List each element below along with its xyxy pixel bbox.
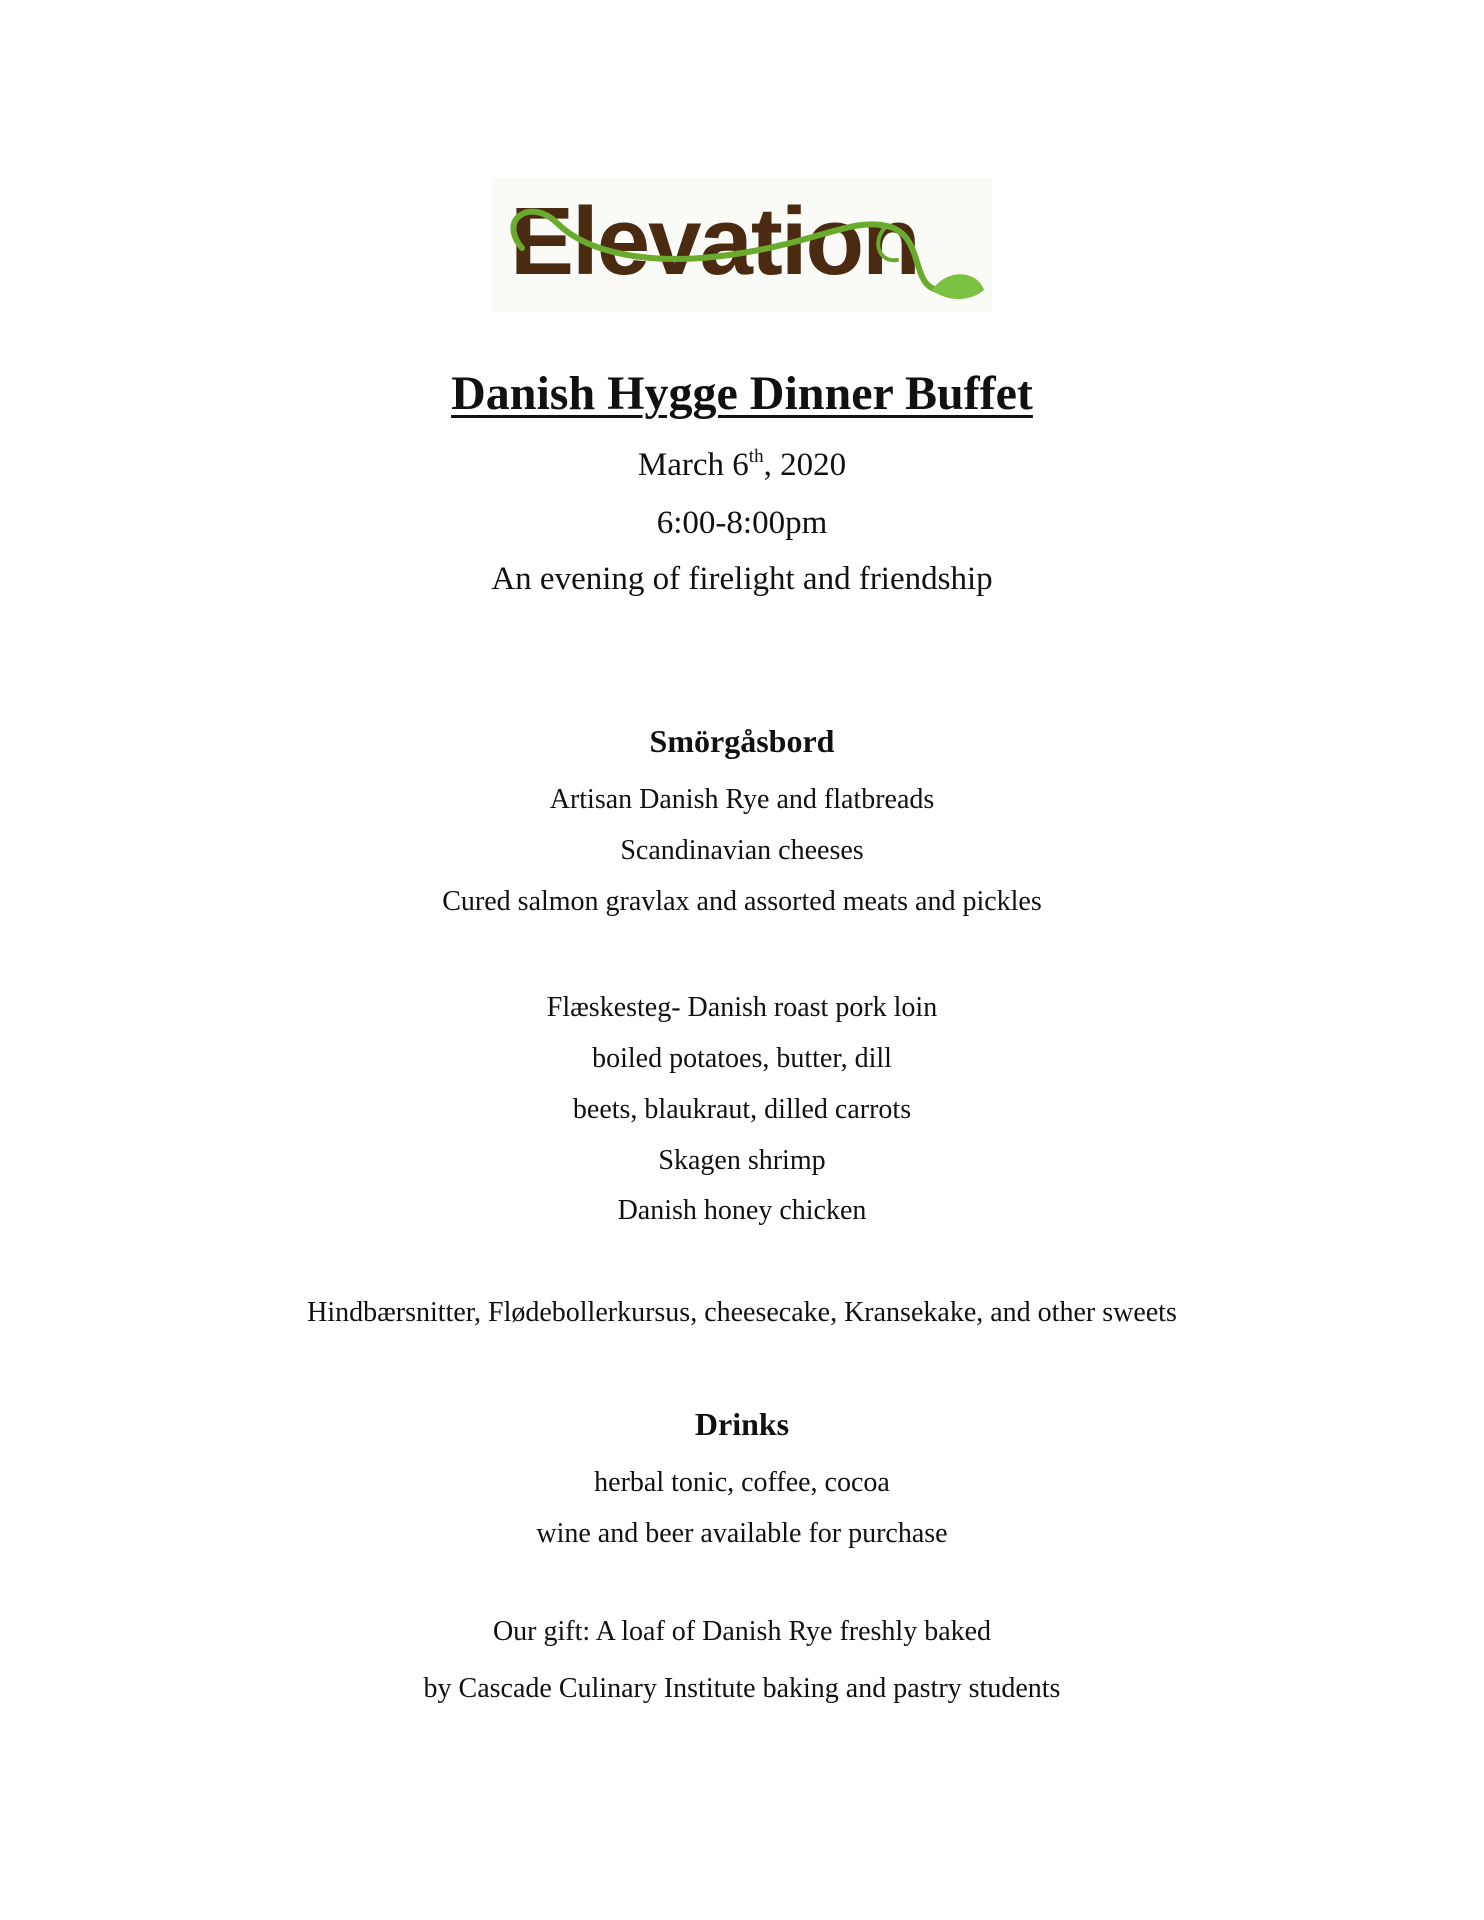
event-date-suffix: th (748, 446, 764, 467)
drinks-heading: Drinks (694, 1406, 790, 1442)
list-item: Scandinavian cheeses (620, 835, 864, 866)
gift-line: Our gift: A loaf of Danish Rye freshly baked (492, 1616, 992, 1647)
list-item: Flæskesteg- Danish roast pork loin (546, 992, 938, 1023)
list-item: Danish honey chicken (617, 1195, 867, 1226)
list-item: Skagen shrimp (658, 1145, 826, 1176)
leaf-icon (932, 274, 984, 299)
event-date-year: , 2020 (763, 447, 847, 483)
list-item: wine and beer available for purchase (536, 1518, 948, 1549)
event-time: 6:00-8:00pm (656, 505, 828, 541)
gift-line: by Cascade Culinary Institute baking and pastry students (423, 1673, 1061, 1704)
event-title: Danish Hygge Dinner Buffet (451, 367, 1033, 420)
elevation-logo (492, 178, 992, 312)
event-date (0, 443, 1484, 487)
page-title (0, 364, 1484, 424)
desserts-line: Hindbærsnitter, Flødebollerkursus, cheesecake, Kransekake, and other sweets (307, 1297, 1177, 1328)
list-item: herbal tonic, coffee, cocoa (594, 1467, 890, 1498)
logo-wordmark: Elevation (510, 188, 919, 295)
smorgasbord-heading: Smörgåsbord (649, 723, 835, 759)
event-tagline: An evening of firelight and friendship (491, 561, 993, 597)
list-item: Cured salmon gravlax and assorted meats and pickles (442, 886, 1042, 917)
elevation-logo-graphic (492, 178, 992, 312)
list-item: boiled potatoes, butter, dill (592, 1043, 892, 1074)
event-date-month-day: March 6 (637, 447, 749, 483)
list-item: Artisan Danish Rye and flatbreads (549, 784, 935, 815)
list-item: beets, blaukraut, dilled carrots (572, 1094, 912, 1125)
